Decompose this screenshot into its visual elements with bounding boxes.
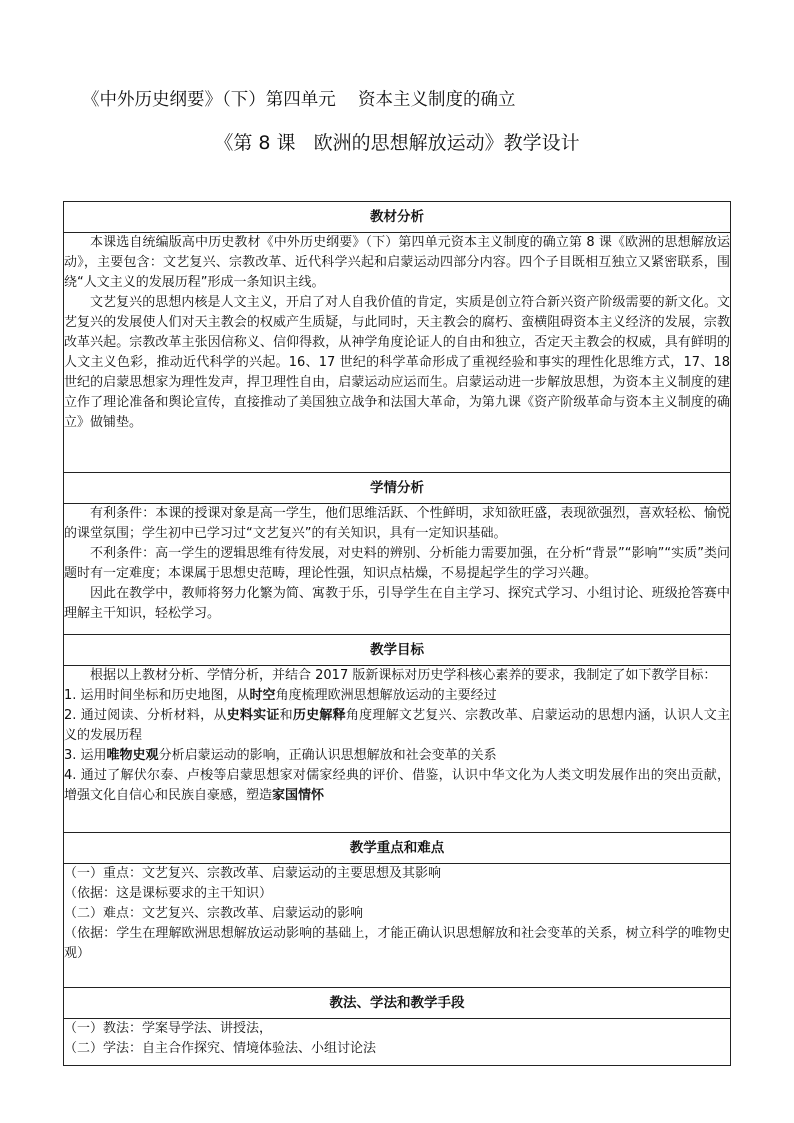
goal-item: 2. 通过阅读、分析材料，从史料实证和历史解释角度理解文艺复兴、宗教改革、启蒙运动的思想内涵，认识人文主义的发展历程 [64, 708, 730, 743]
paragraph: 根据以上教材分析、学情分析，并结合 2017 版新课标对历史学科核心素养的要求，我制定了如下教学目标： [90, 668, 717, 683]
goal-item: 1. 运用时间坐标和历史地图，从时空角度梳理欧洲思想解放运动的主要经过 [64, 688, 497, 703]
section-body-textbook [64, 233, 731, 473]
list-item: （依据：学生在理解欧洲思想解放运动影响的基础上，才能正确认识思想解放和社会变革的关系，树立科学的唯物史观） [64, 926, 730, 961]
goal-item: 3. 运用唯物史观分析启蒙运动的影响，正确认识思想解放和社会变革的关系 [64, 748, 497, 763]
section-heading-keypoints: 教学重点和难点 [64, 833, 731, 864]
section-heading-textbook: 教材分析 [64, 202, 731, 233]
section-heading-students: 学情分析 [64, 473, 731, 504]
lesson-title: 《第 8 课 欧洲的思想解放运动》教学设计 [214, 132, 580, 154]
goal-item: 4. 通过了解伏尔泰、卢梭等启蒙思想家对儒家经典的评价、借鉴，认识中华文化为人类文明发展作出的突出贡献，增强文化自信心和民族自豪感，塑造家国情怀 [64, 768, 730, 803]
paragraph: 因此在教学中，教师将努力化繁为简、寓教于乐，引导学生在自主学习、探究式学习、小组讨论、班级抢答赛中理解主干知识，轻松学习。 [64, 586, 730, 621]
section-body-methods [64, 1019, 731, 1066]
list-item: （一）教法：学案导学法、讲授法， [64, 1021, 273, 1036]
lesson-plan-table [63, 201, 731, 1066]
section-body-keypoints [64, 864, 731, 988]
paragraph: 文艺复兴的思想内核是人文主义，开启了对人自我价值的肯定，实质是创立符合新兴资产阶级需要的新文化。文艺复兴的发展使人们对天主教会的权威产生质疑，与此同时，天主教会的腐朽、蛮横阻碍资本主义经济的发展，宗教改革兴起。宗教改革主张因信称义、信仰得救，从神学角度论证人的自由和独立，否定天主教会的权威，具有鲜明的人文主义色彩，推动近代科学的兴起。16、17 世纪的科学革命形成了重视经验和事实的理性化思维方式，17、18 世纪的启蒙思想家为理性发声，捍卫理性自由，启蒙运动应运而生。启蒙运动进一步解放思想，为资本主义制度的建立作了理论准备和舆论宣传，直接推动了美国独立战争和法国大革命，为第九课《资产阶级革命与资本主义制度的确立》做铺垫。 [64, 295, 730, 430]
section-body-goals [64, 666, 731, 833]
section-heading-goals: 教学目标 [64, 635, 731, 666]
paragraph: 有利条件：本课的授课对象是高一学生，他们思维活跃、个性鲜明，求知欲旺盛，表现欲强烈，喜欢轻松、愉悦的课堂氛围；学生初中已学习过“文艺复兴”的有关知识，具有一定知识基础。 [64, 506, 730, 541]
list-item: （二）学法：自主合作探究、情境体验法、小组讨论法 [64, 1041, 377, 1056]
list-item: （二）难点：文艺复兴、宗教改革、启蒙运动的影响 [64, 906, 364, 921]
paragraph: 本课选自统编版高中历史教材《中外历史纲要》（下）第四单元资本主义制度的确立第 8 课《欧洲的思想解放运动》，主要包含：文艺复兴、宗教改革、近代科学兴起和启蒙运动四部分内容。四个子目既相互独立又紧密联系，围绕“人文主义的发展历程”形成一条知识主线。 [64, 235, 730, 290]
section-body-students [64, 504, 731, 635]
section-heading-methods: 教法、学法和教学手段 [64, 988, 731, 1019]
list-item: （依据：这是课标要求的主干知识） [64, 886, 273, 901]
unit-title: 《中外历史纲要》（下）第四单元 资本主义制度的确立 [82, 90, 516, 110]
paragraph: 不利条件：高一学生的逻辑思维有待发展，对史料的辨别、分析能力需要加强，在分析“背景”“影响”“实质”类问题时有一定难度；本课属于思想史范畴，理论性强，知识点枯燥，不易提起学生的学习兴趣。 [64, 546, 730, 581]
list-item: （一）重点：文艺复兴、宗教改革、启蒙运动的主要思想及其影响 [64, 866, 442, 881]
